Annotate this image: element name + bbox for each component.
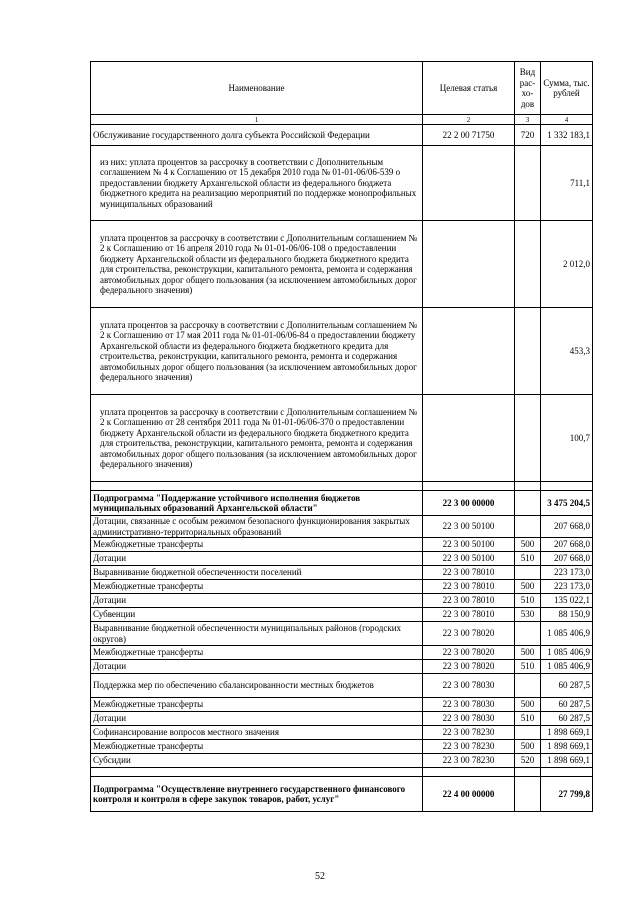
amount-cell: 207 668,0 <box>541 538 593 552</box>
exp-cell <box>515 768 541 777</box>
name-cell: Подпрограмма "Осуществление внутреннего государственного финансового контроля и контроля в сфере закупок товаров, работ, услуг" <box>91 777 423 812</box>
exp-cell <box>515 146 541 221</box>
table-row <box>91 698 593 712</box>
name-cell <box>91 482 423 491</box>
exp-cell: 520 <box>515 754 541 768</box>
code-cell: 22 3 00 78230 <box>423 740 515 754</box>
header-expense-line: Вид <box>519 67 536 77</box>
code-cell <box>423 395 515 482</box>
exp-cell: 530 <box>515 608 541 622</box>
table-row <box>91 740 593 754</box>
exp-cell: 500 <box>515 740 541 754</box>
code-cell: 22 3 00 78010 <box>423 566 515 580</box>
name-cell: Выравнивание бюджетной обеспеченности муниципальных районов (городских округов) <box>91 622 423 646</box>
amount-cell: 135 022,1 <box>541 594 593 608</box>
name-cell: уплата процентов за рассрочку в соответствии с Дополнительным соглашением № 2 к Соглашению от 17 мая 2011 года № 01-01-06/06-84 о предоставлении бюджету Архангельской области из федерального бюджета бюджетного кредита для строительства, реконструкции, капитального ремонта, ремонта и содержания автомобильных дорог общего пользования (за исключением автомобильных дорог федерального значения) <box>91 308 423 395</box>
code-cell <box>423 221 515 308</box>
code-cell: 22 3 00 78010 <box>423 580 515 594</box>
code-cell: 22 3 00 78020 <box>423 660 515 674</box>
name-cell: Обслуживание государственного долга субъекта Российской Федерации <box>91 125 423 146</box>
code-cell <box>423 482 515 491</box>
amount-cell: 1 332 183,1 <box>541 125 593 146</box>
code-cell <box>423 308 515 395</box>
code-cell: 22 3 00 50100 <box>423 552 515 566</box>
table-row <box>91 622 593 646</box>
column-number-row <box>91 115 593 125</box>
exp-cell <box>515 516 541 538</box>
amount-cell: 207 668,0 <box>541 516 593 538</box>
column-number: 4 <box>541 115 593 125</box>
amount-cell: 223 173,0 <box>541 580 593 594</box>
amount-cell: 711,1 <box>541 146 593 221</box>
budget-table <box>90 61 593 812</box>
code-cell: 22 3 00 78230 <box>423 726 515 740</box>
header-expense-line: хо- <box>521 88 534 98</box>
table-row <box>91 146 593 221</box>
amount-cell: 88 150,9 <box>541 608 593 622</box>
column-number: 1 <box>91 115 423 125</box>
exp-cell <box>515 491 541 516</box>
code-cell: 22 3 00 78030 <box>423 698 515 712</box>
table-row <box>91 777 593 812</box>
name-cell: Дотации <box>91 594 423 608</box>
table-row <box>91 646 593 660</box>
exp-cell: 510 <box>515 712 541 726</box>
name-cell: из них: уплата процентов за рассрочку в соответствии с Дополнительным соглашением № 4 к Соглашению от 15 декабря 2010 года № 01-01-06/06-539 о предоставлении бюджету Архангельской области из федерального бюджета бюджетного кредита на реализацию мероприятий по поддержке монопрофильных муниципальных образований <box>91 146 423 221</box>
table-row <box>91 712 593 726</box>
amount-cell: 1 085 406,9 <box>541 646 593 660</box>
exp-cell <box>515 566 541 580</box>
amount-cell <box>541 768 593 777</box>
header-amount: Сумма, тыс. рублей <box>541 62 593 115</box>
table-row <box>91 395 593 482</box>
amount-cell: 1 898 669,1 <box>541 726 593 740</box>
amount-cell: 3 475 204,5 <box>541 491 593 516</box>
table-row <box>91 580 593 594</box>
exp-cell: 720 <box>515 125 541 146</box>
table-row <box>91 221 593 308</box>
code-cell: 22 2 00 71750 <box>423 125 515 146</box>
exp-cell: 510 <box>515 660 541 674</box>
amount-cell: 60 287,5 <box>541 712 593 726</box>
table-row <box>91 726 593 740</box>
exp-cell <box>515 674 541 698</box>
table-row <box>91 660 593 674</box>
amount-cell: 27 799,8 <box>541 777 593 812</box>
amount-cell: 2 012,0 <box>541 221 593 308</box>
code-cell: 22 3 00 78010 <box>423 608 515 622</box>
code-cell: 22 3 00 78230 <box>423 754 515 768</box>
table-row <box>91 308 593 395</box>
code-cell <box>423 146 515 221</box>
code-cell <box>423 768 515 777</box>
spacer-row <box>91 768 593 777</box>
name-cell: Дотации <box>91 712 423 726</box>
header-expense-line: рас- <box>519 77 536 88</box>
name-cell: Выравнивание бюджетной обеспеченности поселений <box>91 566 423 580</box>
column-number: 3 <box>515 115 541 125</box>
exp-cell: 510 <box>515 552 541 566</box>
table-row <box>91 594 593 608</box>
amount-cell <box>541 482 593 491</box>
table-row <box>91 516 593 538</box>
header-expense-line: дов <box>520 98 535 109</box>
table-row <box>91 566 593 580</box>
exp-cell <box>515 395 541 482</box>
exp-cell: 500 <box>515 646 541 660</box>
header-name: Наименование <box>91 62 423 115</box>
exp-cell: 500 <box>515 580 541 594</box>
name-cell: Межбюджетные трансферты <box>91 538 423 552</box>
name-cell: Софинансирование вопросов местного значения <box>91 726 423 740</box>
exp-cell <box>515 308 541 395</box>
exp-cell <box>515 622 541 646</box>
name-cell: Межбюджетные трансферты <box>91 698 423 712</box>
page-number: 52 <box>315 871 325 882</box>
name-cell: уплата процентов за рассрочку в соответствии с Дополнительным соглашением № 2 к Соглашению от 28 сентября 2011 года № 01-01-06/06-370 о предоставлении бюджету Архангельской области из федерального бюджета бюджетного кредита для строительства, реконструкции, капитального ремонта, ремонта и содержания автомобильных дорог общего пользования (за исключением автомобильных дорог федерального значения) <box>91 395 423 482</box>
name-cell: Дотации, связанные с особым режимом безопасного функционирования закрытых административно-территориальных образований <box>91 516 423 538</box>
table-row <box>91 491 593 516</box>
amount-cell: 1 898 669,1 <box>541 754 593 768</box>
code-cell: 22 3 00 78010 <box>423 594 515 608</box>
code-cell: 22 3 00 78020 <box>423 622 515 646</box>
amount-cell: 1 085 406,9 <box>541 622 593 646</box>
code-cell: 22 3 00 78030 <box>423 674 515 698</box>
name-cell: Межбюджетные трансферты <box>91 580 423 594</box>
table-row <box>91 608 593 622</box>
name-cell: Дотации <box>91 552 423 566</box>
name-cell <box>91 768 423 777</box>
code-cell: 22 3 00 50100 <box>423 516 515 538</box>
table-row <box>91 552 593 566</box>
name-cell: Субвенции <box>91 608 423 622</box>
exp-cell: 510 <box>515 594 541 608</box>
code-cell: 22 3 00 00000 <box>423 491 515 516</box>
amount-cell: 100,7 <box>541 395 593 482</box>
table-row <box>91 754 593 768</box>
code-cell: 22 3 00 50100 <box>423 538 515 552</box>
name-cell: Межбюджетные трансферты <box>91 646 423 660</box>
column-number: 2 <box>423 115 515 125</box>
name-cell: уплата процентов за рассрочку в соответствии с Дополнительным соглашением № 2 к Соглашению от 16 апреля 2010 года № 01-01-06/06-108 о предоставлении бюджету Архангельской области из федерального бюджета бюджетного кредита для строительства, реконструкции, капитального ремонта, ремонта и содержания автомобильных дорог общего пользования (за исключением автомобильных дорог федерального значения) <box>91 221 423 308</box>
amount-cell: 1 898 669,1 <box>541 740 593 754</box>
code-cell: 22 3 00 78020 <box>423 646 515 660</box>
amount-cell: 453,3 <box>541 308 593 395</box>
table-row <box>91 538 593 552</box>
amount-cell: 60 287,5 <box>541 698 593 712</box>
name-cell: Субсидии <box>91 754 423 768</box>
exp-cell <box>515 777 541 812</box>
amount-cell: 60 287,5 <box>541 674 593 698</box>
code-cell: 22 3 00 78030 <box>423 712 515 726</box>
table-row <box>91 674 593 698</box>
spacer-row <box>91 482 593 491</box>
header-expense <box>515 62 541 115</box>
amount-cell: 207 668,0 <box>541 552 593 566</box>
amount-cell: 1 085 406,9 <box>541 660 593 674</box>
exp-cell <box>515 221 541 308</box>
exp-cell: 500 <box>515 538 541 552</box>
name-cell: Поддержка мер по обеспечению сбалансированности местных бюджетов <box>91 674 423 698</box>
name-cell: Дотации <box>91 660 423 674</box>
exp-cell <box>515 726 541 740</box>
name-cell: Подпрограмма "Поддержание устойчивого исполнения бюджетов муниципальных образований Архангельской области" <box>91 491 423 516</box>
header-code: Целевая статья <box>423 62 515 115</box>
amount-cell: 223 173,0 <box>541 566 593 580</box>
exp-cell <box>515 482 541 491</box>
table-header-row <box>91 62 593 115</box>
name-cell: Межбюджетные трансферты <box>91 740 423 754</box>
code-cell: 22 4 00 00000 <box>423 777 515 812</box>
table-row <box>91 125 593 146</box>
exp-cell: 500 <box>515 698 541 712</box>
